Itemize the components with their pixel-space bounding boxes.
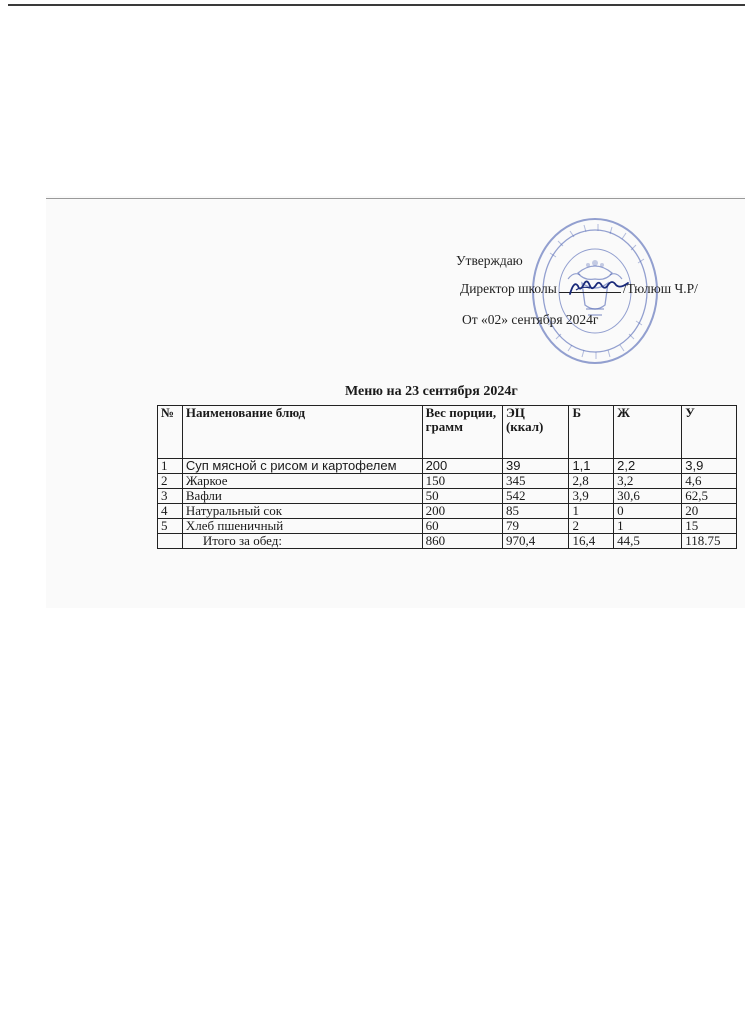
director-name: /Тюлюш Ч.Р/ bbox=[622, 281, 698, 296]
handwritten-signature bbox=[566, 276, 632, 300]
total-u: 118.75 bbox=[682, 534, 737, 549]
cell-weight: 60 bbox=[422, 519, 502, 534]
total-label: Итого за обед: bbox=[182, 534, 422, 549]
page-top-border bbox=[8, 4, 745, 6]
cell-name: Хлеб пшеничный bbox=[182, 519, 422, 534]
cell-u: 3,9 bbox=[682, 459, 737, 474]
cell-no: 3 bbox=[158, 489, 183, 504]
cell-weight: 50 bbox=[422, 489, 502, 504]
cell-weight: 200 bbox=[422, 459, 502, 474]
cell-name: Суп мясной с рисом и картофелем bbox=[182, 459, 422, 474]
table-row bbox=[158, 519, 737, 534]
table-total-row bbox=[158, 534, 737, 549]
cell-no: 5 bbox=[158, 519, 183, 534]
sheet-edge-line bbox=[46, 198, 745, 199]
table-row bbox=[158, 474, 737, 489]
cell-no-empty bbox=[158, 534, 183, 549]
table-row bbox=[158, 504, 737, 519]
cell-no: 1 bbox=[158, 459, 183, 474]
cell-b: 3,9 bbox=[569, 489, 614, 504]
header-energy: ЭЦ (ккал) bbox=[502, 406, 568, 459]
cell-name: Жаркое bbox=[182, 474, 422, 489]
total-weight: 860 bbox=[422, 534, 502, 549]
total-energy: 970,4 bbox=[502, 534, 568, 549]
menu-table bbox=[157, 405, 737, 549]
approval-date: От «02» сентября 2024г bbox=[462, 312, 599, 327]
total-z: 44,5 bbox=[614, 534, 682, 549]
cell-energy: 39 bbox=[502, 459, 568, 474]
header-u: У bbox=[682, 406, 737, 459]
cell-weight: 150 bbox=[422, 474, 502, 489]
header-b: Б bbox=[569, 406, 614, 459]
total-b: 16,4 bbox=[569, 534, 614, 549]
cell-u: 4,6 bbox=[682, 474, 737, 489]
table-row bbox=[158, 459, 737, 474]
menu-title: Меню на 23 сентября 2024г bbox=[345, 384, 518, 399]
cell-energy: 542 bbox=[502, 489, 568, 504]
cell-energy: 345 bbox=[502, 474, 568, 489]
cell-z: 1 bbox=[614, 519, 682, 534]
table-row bbox=[158, 489, 737, 504]
cell-b: 1 bbox=[569, 504, 614, 519]
header-no: № bbox=[158, 406, 183, 459]
cell-no: 2 bbox=[158, 474, 183, 489]
cell-name: Натуральный сок bbox=[182, 504, 422, 519]
header-z: Ж bbox=[614, 406, 682, 459]
header-name: Наименование блюд bbox=[182, 406, 422, 459]
header-weight: Вес порции, грамм bbox=[422, 406, 502, 459]
cell-u: 62,5 bbox=[682, 489, 737, 504]
cell-z: 30,6 bbox=[614, 489, 682, 504]
approval-label: Утверждаю bbox=[456, 253, 523, 268]
cell-u: 20 bbox=[682, 504, 737, 519]
table-header-row bbox=[158, 406, 737, 459]
cell-weight: 200 bbox=[422, 504, 502, 519]
cell-b: 2,8 bbox=[569, 474, 614, 489]
cell-b: 2 bbox=[569, 519, 614, 534]
cell-z: 3,2 bbox=[614, 474, 682, 489]
cell-no: 4 bbox=[158, 504, 183, 519]
cell-z: 2,2 bbox=[614, 459, 682, 474]
cell-energy: 85 bbox=[502, 504, 568, 519]
cell-name: Вафли bbox=[182, 489, 422, 504]
director-title: Директор школы bbox=[460, 281, 557, 296]
cell-energy: 79 bbox=[502, 519, 568, 534]
cell-b: 1,1 bbox=[569, 459, 614, 474]
cell-u: 15 bbox=[682, 519, 737, 534]
cell-z: 0 bbox=[614, 504, 682, 519]
